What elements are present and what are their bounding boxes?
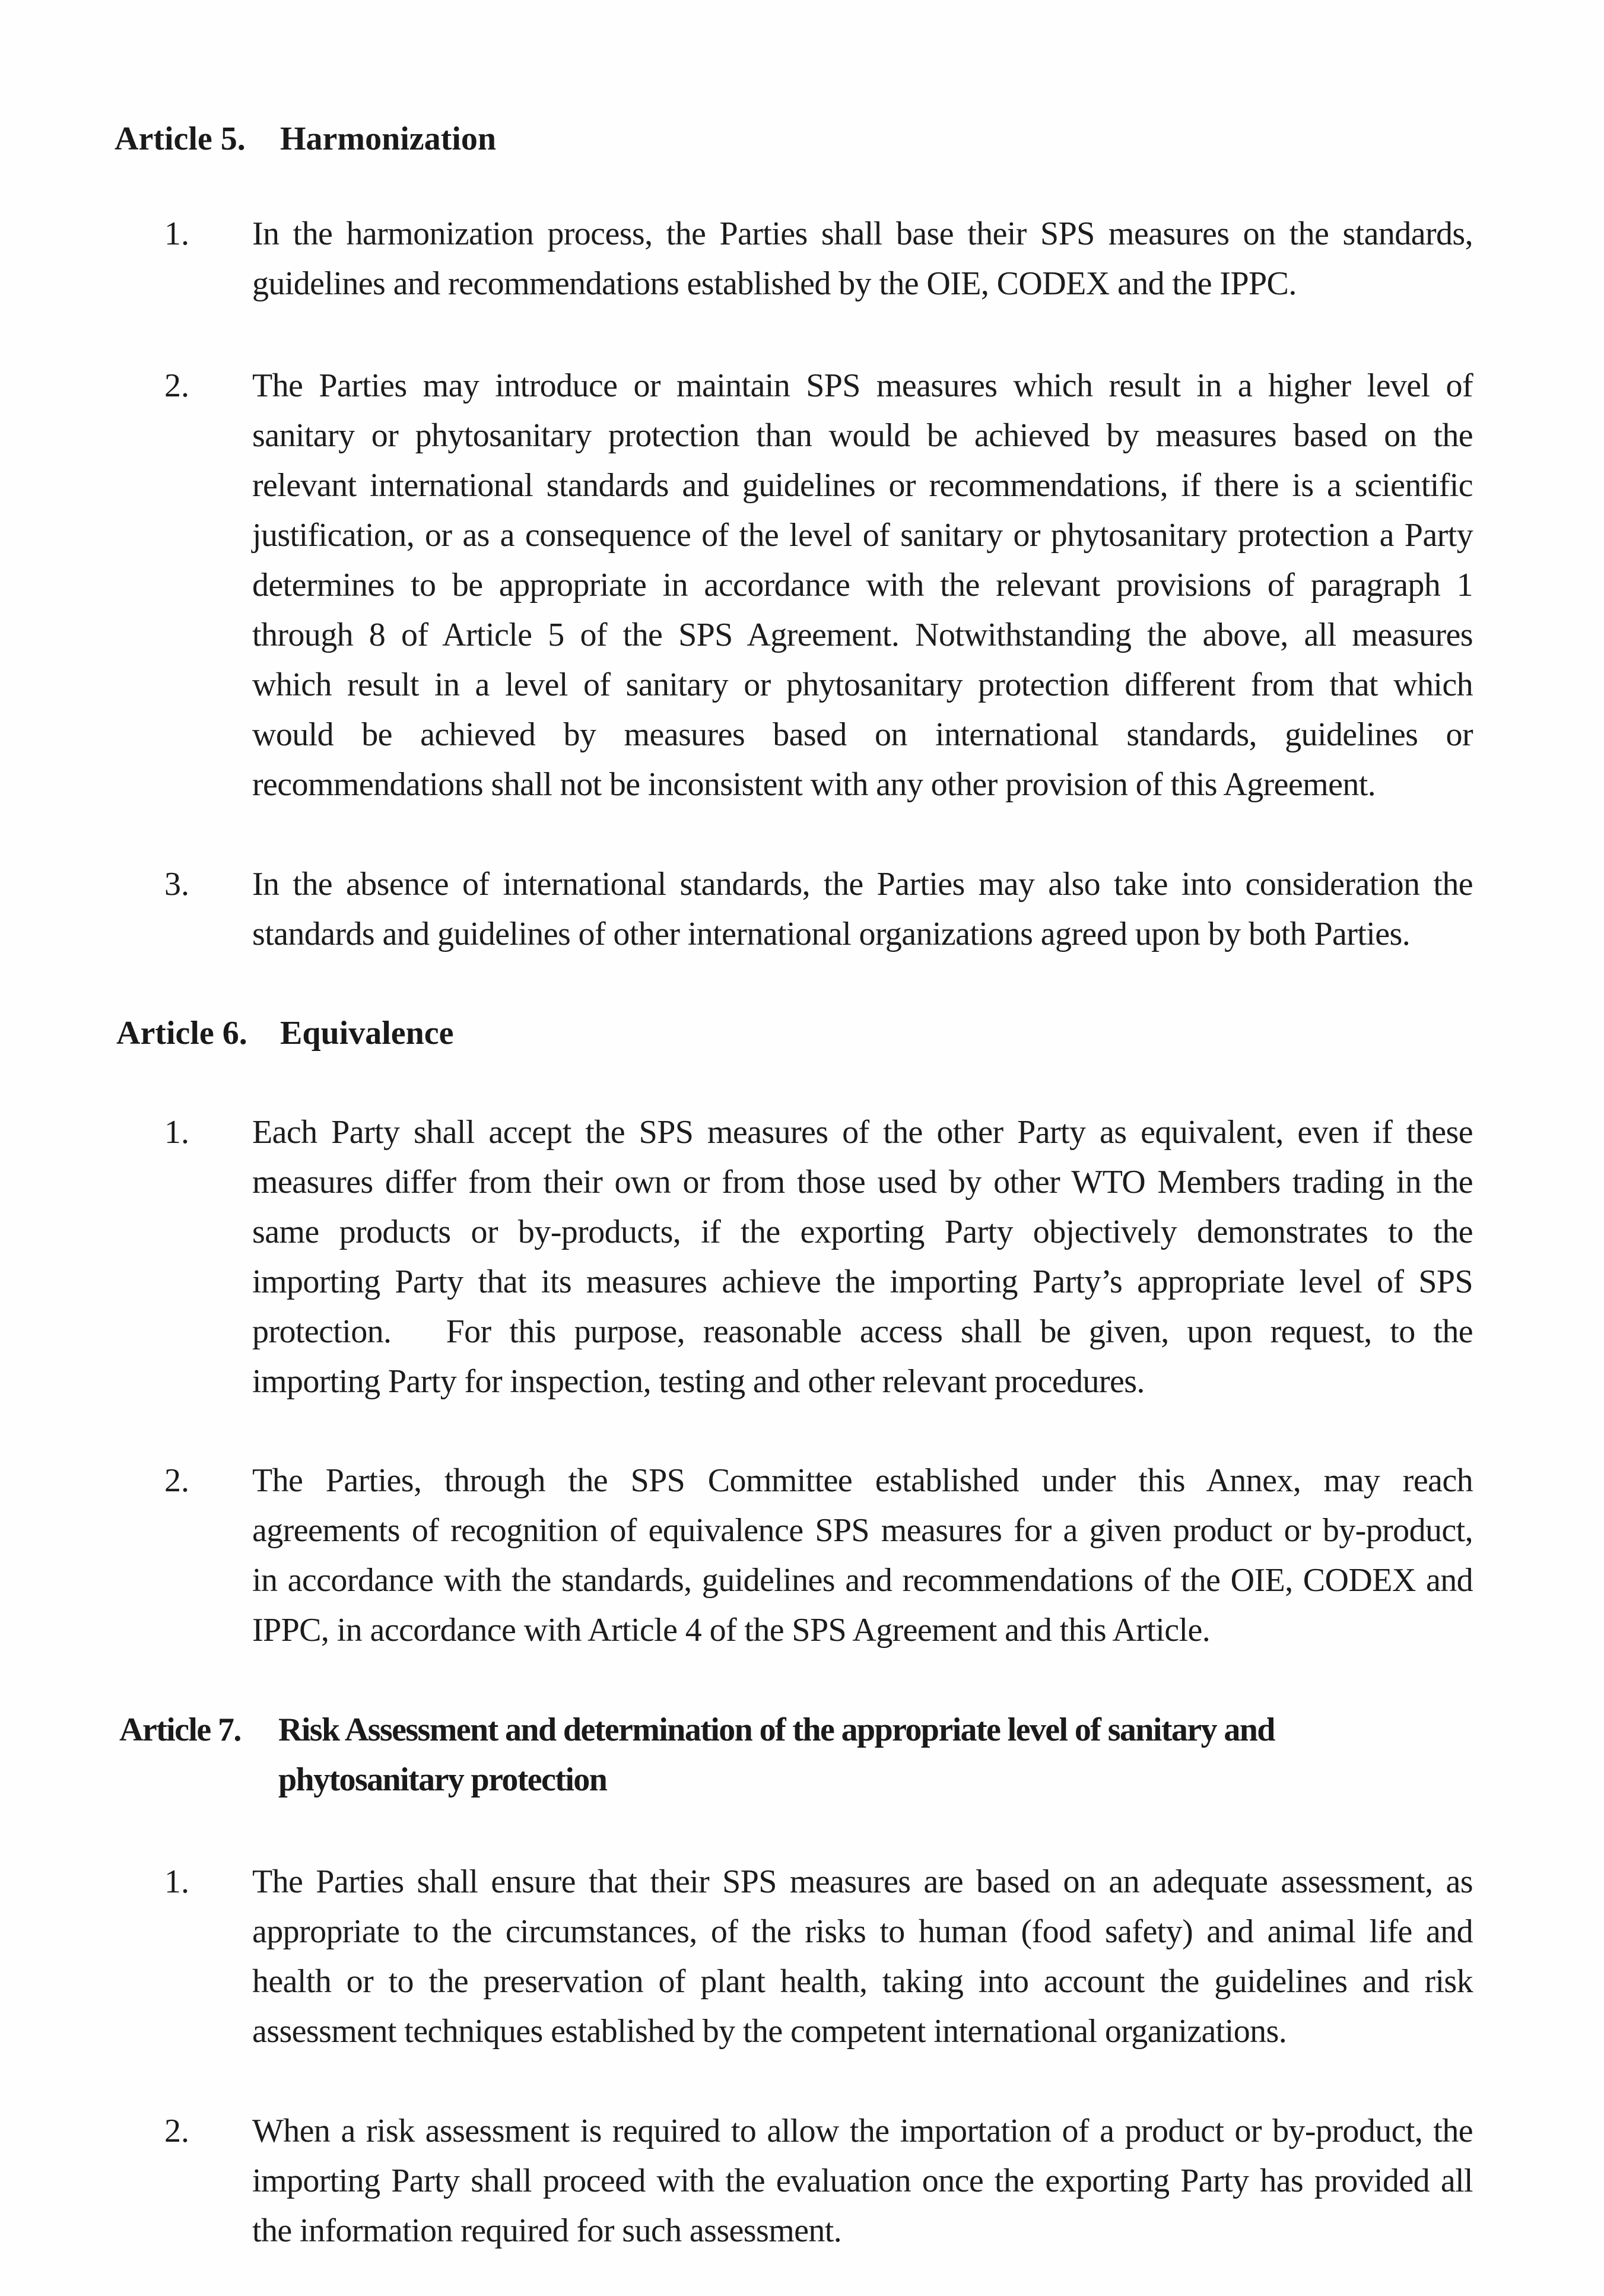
- paragraph-line: In the harmonization process, the Parties shall base their SPS measures on the standards,: [252, 215, 1473, 252]
- paragraph-line: in accordance with the standards, guidelines and recommendations of the OIE, CODEX and: [252, 1562, 1473, 1599]
- paragraph-line: IPPC, in accordance with Article 4 of the SPS Agreement and this Article.: [252, 1612, 1211, 1649]
- paragraph-line: protection. For this purpose, reasonable access shall be given, upon request, to the: [252, 1313, 1473, 1350]
- paragraph-line: guidelines and recommendations established by the OIE, CODEX and the IPPC.: [252, 265, 1297, 302]
- paragraph-number: 2.: [164, 2113, 189, 2149]
- paragraph-number: 3.: [164, 866, 189, 903]
- paragraph-number: 1.: [164, 215, 189, 252]
- paragraph-line: assessment techniques established by the competent international organizations.: [252, 2013, 1287, 2050]
- paragraph-line: same products or by-products, if the exporting Party objectively demonstrates to the: [252, 1214, 1473, 1250]
- paragraph-line: recommendations shall not be inconsistent with any other provision of this Agreement.: [252, 766, 1376, 803]
- article-label: Article 6.: [116, 1015, 247, 1052]
- paragraph-line: health or to the preservation of plant health, taking into account the guidelines and risk: [252, 1963, 1473, 2000]
- paragraph-line: When a risk assessment is required to allow the importation of a product or by-product, the: [252, 2113, 1473, 2149]
- paragraph-line: appropriate to the circumstances, of the risks to human (food safety) and animal life and: [252, 1913, 1473, 1950]
- paragraph-line: importing Party shall proceed with the evaluation once the exporting Party has provided all: [252, 2162, 1473, 2199]
- paragraph-line: importing Party that its measures achieve the importing Party’s appropriate level of SPS: [252, 1263, 1473, 1300]
- paragraph-line: importing Party for inspection, testing and other relevant procedures.: [252, 1363, 1145, 1400]
- paragraph-line: would be achieved by measures based on international standards, guidelines or: [252, 716, 1473, 753]
- paragraph-number: 1.: [164, 1114, 189, 1151]
- article-title: Harmonization: [280, 120, 496, 157]
- paragraph-number: 1.: [164, 1863, 189, 1900]
- paragraph-line: through 8 of Article 5 of the SPS Agreement. Notwithstanding the above, all measures: [252, 617, 1473, 653]
- paragraph-line: standards and guidelines of other international organizations agreed upon by both Parties.: [252, 916, 1411, 952]
- paragraph-line: relevant international standards and guidelines or recommendations, if there is a scientific: [252, 467, 1473, 504]
- paragraph-line: The Parties, through the SPS Committee established under this Annex, may reach: [252, 1462, 1473, 1499]
- paragraph-line: sanitary or phytosanitary protection than would be achieved by measures based on the: [252, 417, 1473, 454]
- paragraph-line: Each Party shall accept the SPS measures of the other Party as equivalent, even if these: [252, 1114, 1473, 1151]
- paragraph-line: measures differ from their own or from those used by other WTO Members trading in the: [252, 1164, 1473, 1201]
- paragraph-line: justification, or as a consequence of the level of sanitary or phytosanitary protection a Party: [252, 517, 1473, 554]
- paragraph-number: 2.: [164, 367, 189, 404]
- article-title: Equivalence: [280, 1015, 454, 1052]
- article-title: Risk Assessment and determination of the appropriate level of sanitary and: [278, 1711, 1275, 1748]
- article-label: Article 7.: [119, 1711, 241, 1748]
- paragraph-line: which result in a level of sanitary or phytosanitary protection different from that which: [252, 666, 1473, 703]
- paragraph-line: agreements of recognition of equivalence SPS measures for a given product or by-product,: [252, 1512, 1473, 1549]
- paragraph-line: The Parties shall ensure that their SPS measures are based on an adequate assessment, as: [252, 1863, 1473, 1900]
- paragraph-number: 2.: [164, 1462, 189, 1499]
- paragraph-line: determines to be appropriate in accordance with the relevant provisions of paragraph 1: [252, 567, 1473, 604]
- paragraph-line: The Parties may introduce or maintain SPS measures which result in a higher level of: [252, 367, 1473, 404]
- paragraph-line: the information required for such assessment.: [252, 2212, 842, 2249]
- paragraph-line: In the absence of international standards, the Parties may also take into consideration the: [252, 866, 1473, 903]
- article-label: Article 5.: [115, 120, 246, 157]
- article-title-continued: phytosanitary protection: [278, 1761, 607, 1798]
